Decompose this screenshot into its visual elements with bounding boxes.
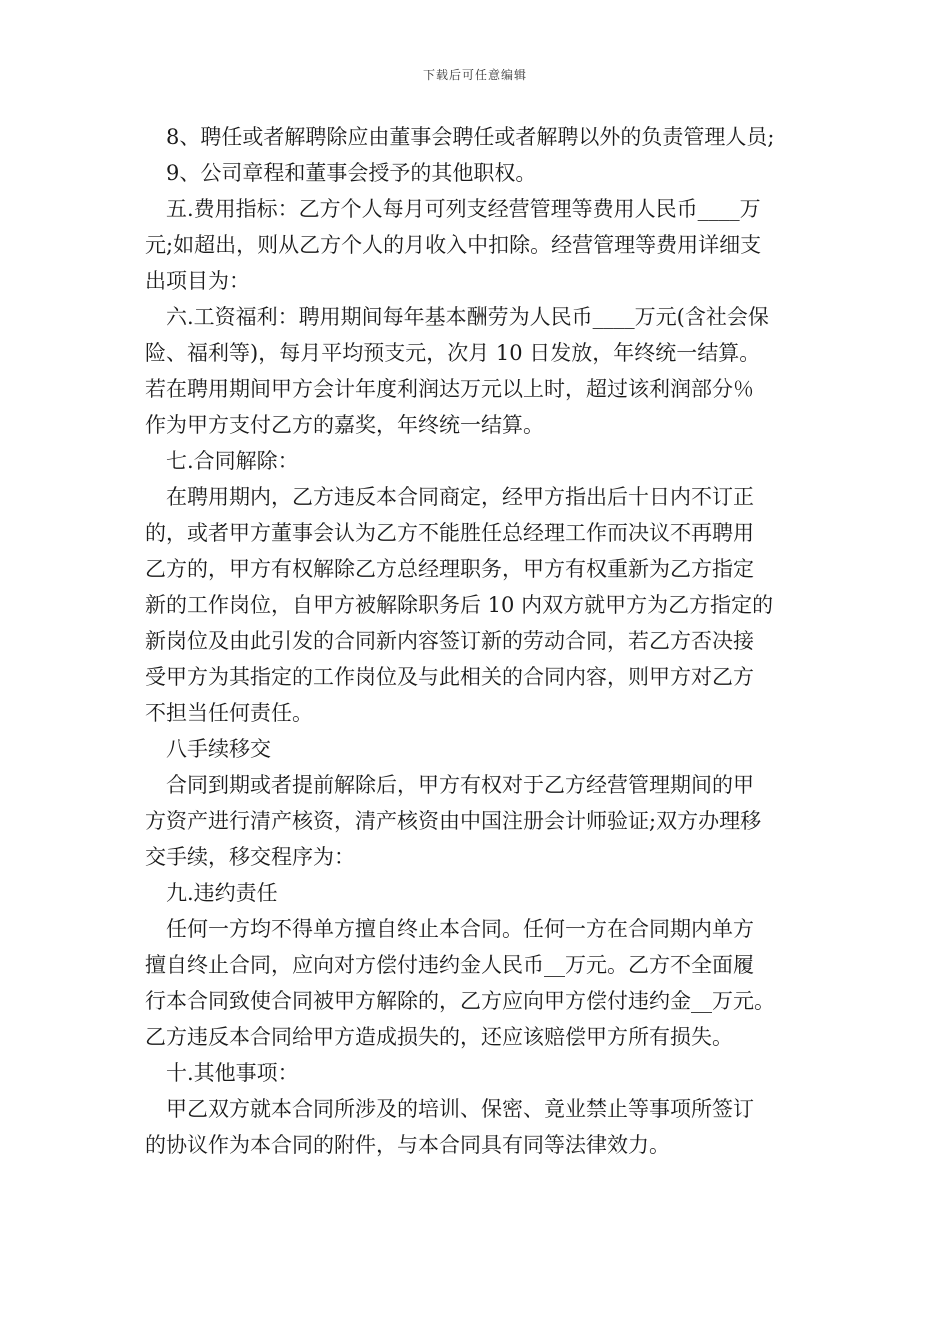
text-line: 乙方的，甲方有权解除乙方总经理职务，甲方有权重新为乙方指定 [145, 557, 754, 581]
text-line: 七.合同解除： [166, 449, 299, 473]
text-line: 受甲方为其指定的工作岗位及与此相关的合同内容，则甲方对乙方 [145, 665, 754, 689]
text-line: 六.工资福利：聘用期间每年基本酬劳为人民币____万元(含社会保 [166, 305, 769, 329]
text-line: 交手续，移交程序为： [145, 845, 355, 869]
text-line: 行本合同致使合同被甲方解除的，乙方应向甲方偿付违约金__万元。 [145, 989, 775, 1013]
text-line: 乙方违反本合同给甲方造成损失的，还应该赔偿甲方所有损失。 [145, 1025, 733, 1049]
text-line: 九.违约责任 [166, 881, 278, 905]
text-line: 的协议作为本合同的附件，与本合同具有同等法律效力。 [145, 1133, 670, 1157]
text-line: 险、福利等)，每月平均预支元，次月 10 日发放，年终统一结算。 [145, 341, 761, 365]
text-line: 新岗位及由此引发的合同新内容签订新的劳动合同，若乙方否决接 [145, 629, 754, 653]
text-line: 作为甲方支付乙方的嘉奖，年终统一结算。 [145, 413, 544, 437]
text-line: 在聘用期内，乙方违反本合同商定，经甲方指出后十日内不订正 [166, 485, 754, 509]
text-line: 不担当任何责任。 [145, 701, 313, 725]
text-line: 元;如超出，则从乙方个人的月收入中扣除。经营管理等费用详细支 [145, 233, 762, 257]
text-line: 十.其他事项： [166, 1061, 299, 1085]
text-line: 任何一方均不得单方擅自终止本合同。任何一方在合同期内单方 [166, 917, 754, 941]
page-header: 下载后可任意编辑 [422, 68, 527, 82]
text-line: 出项目为： [145, 269, 250, 293]
text-line: 9、公司章程和董事会授予的其他职权。 [166, 161, 537, 185]
text-line: 擅自终止合同，应向对方偿付违约金人民币__万元。乙方不全面履 [145, 953, 754, 977]
text-line: 方资产进行清产核资，清产核资由中国注册会计师验证;双方办理移 [145, 809, 762, 833]
text-line: 8、聘任或者解聘除应由董事会聘任或者解聘以外的负责管理人员; [166, 125, 775, 149]
text-line: 八手续移交 [166, 737, 271, 761]
text-line: 甲乙双方就本合同所涉及的培训、保密、竟业禁止等事项所签订 [166, 1097, 754, 1121]
text-line: 合同到期或者提前解除后，甲方有权对于乙方经营管理期间的甲 [166, 773, 754, 797]
text-line: 若在聘用期间甲方会计年度利润达万元以上时，超过该利润部分％ [145, 377, 754, 401]
text-line: 五.费用指标：乙方个人每月可列支经营管理等费用人民币____万 [166, 197, 761, 221]
text-line: 新的工作岗位，自甲方被解除职务后 10 内双方就甲方为乙方指定的 [145, 593, 774, 617]
document-body [145, 119, 820, 1163]
text-line: 的，或者甲方董事会认为乙方不能胜任总经理工作而决议不再聘用 [145, 521, 754, 545]
